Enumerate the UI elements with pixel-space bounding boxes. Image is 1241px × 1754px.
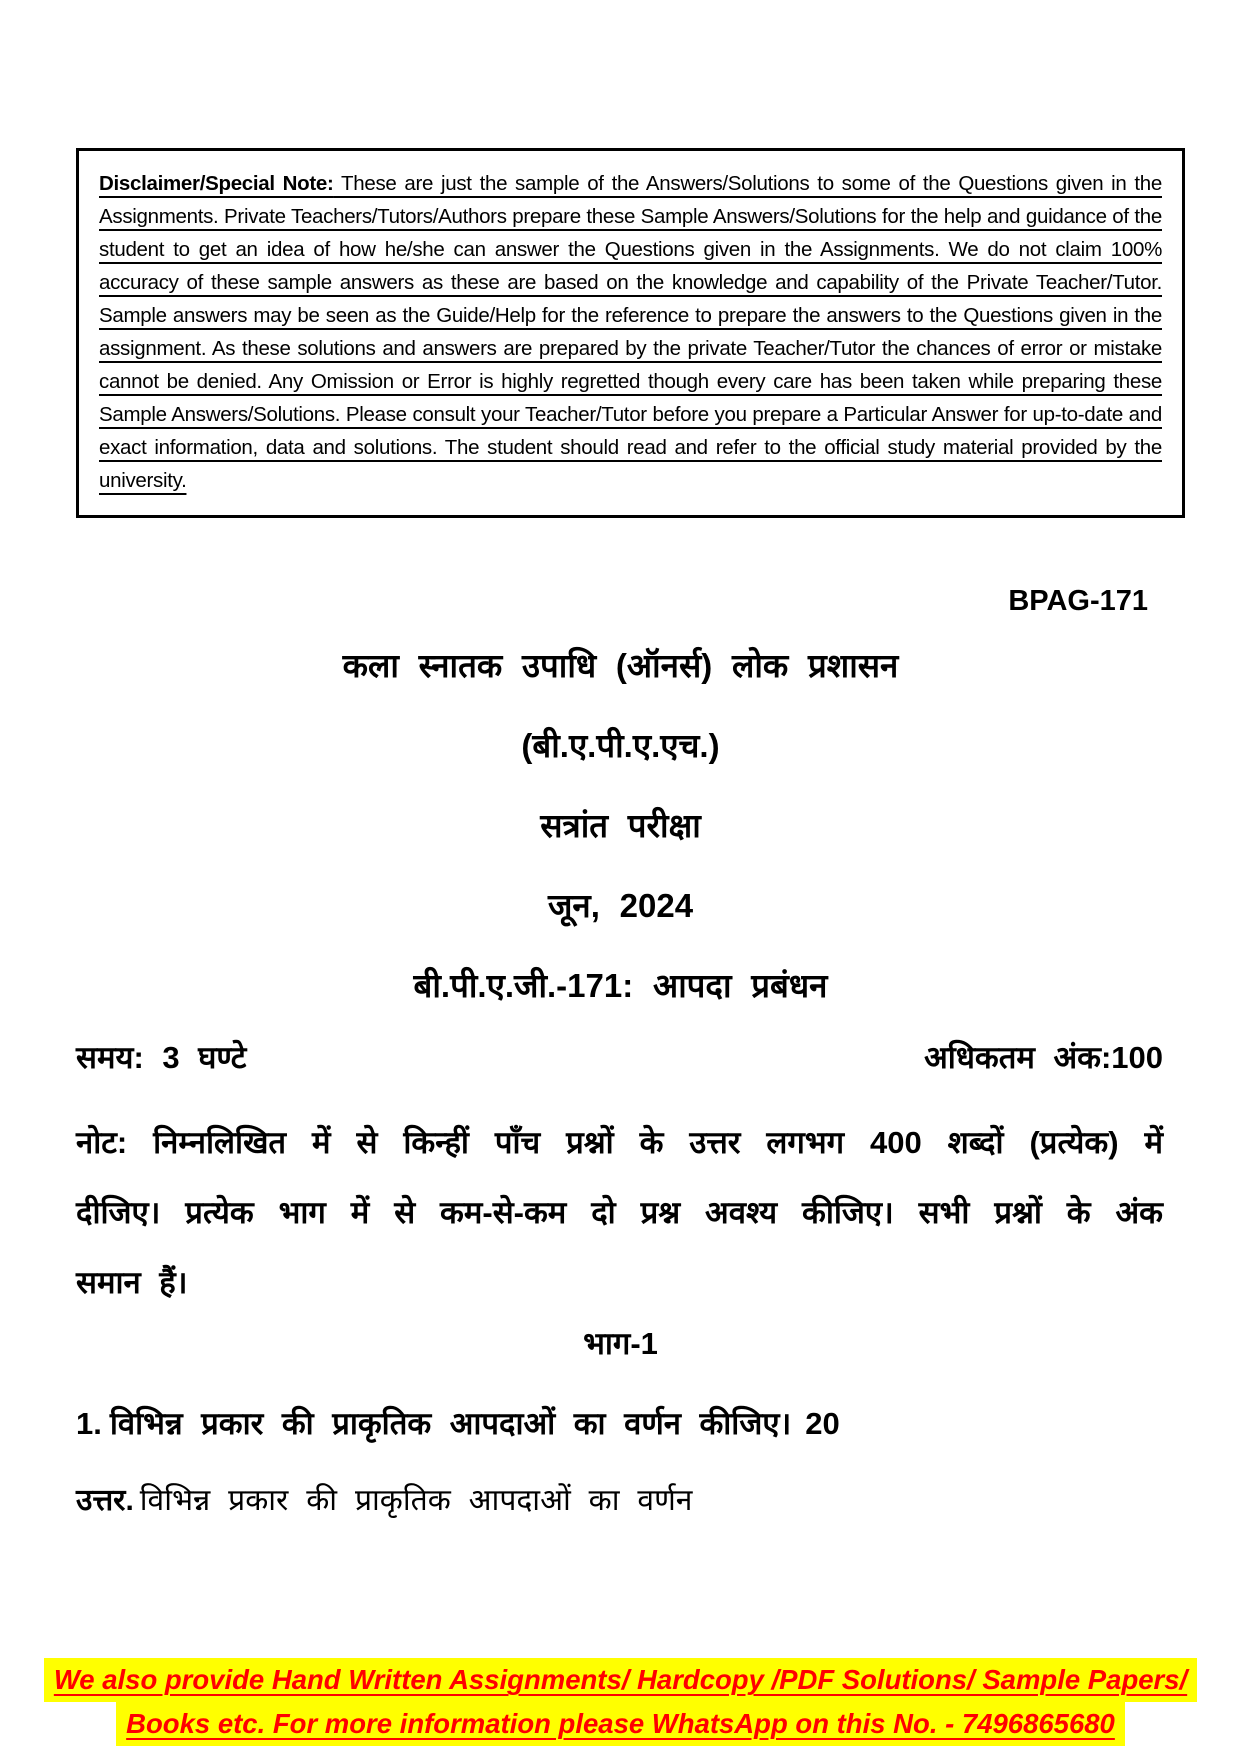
maximum-marks: अधिकतम अंक:100	[924, 1040, 1163, 1075]
promo-footer	[0, 1658, 1241, 1746]
disclaimer-paragraph	[99, 167, 1162, 497]
degree-title: कला स्नातक उपाधि (ऑनर्स) लोक प्रशासन	[342, 647, 899, 684]
exam-type: सत्रांत परीक्षा	[540, 807, 701, 844]
answer-heading	[76, 1478, 1163, 1519]
question-number: 1.	[76, 1406, 102, 1441]
answer-text: विभिन्न प्रकार की प्राकृतिक आपदाओं का वर्णन	[139, 1484, 693, 1517]
degree-abbreviation: (बी.ए.पी.ए.एच.)	[521, 727, 720, 764]
course-title: बी.पी.ए.जी.-171: आपदा प्रबंधन	[413, 967, 828, 1004]
instructions-note: नोट: निम्नलिखित में से किन्हीं पाँच प्रश्नों के उत्तर लगभग 400 शब्दों (प्रत्येक) में दीजिए। प्रत्येक भाग में से कम-से-कम दो प्रश्न अवश्य कीजिए। सभी प्रश्नों के अंक समान हैं।	[76, 1125, 1164, 1300]
disclaimer-body: These are just the sample of the Answers/Solutions to some of the Questions given in the Assignments. Private Teachers/Tutors/Authors prepare these Sample Answers/Solutions for the help and guidance of the student to get an idea of how he/she can answer the Questions given in the Assignments. We do not claim 100% accuracy of these sample answers as these are based on the knowledge and capability of the Private Teacher/Tutor. Sample answers may be seen as the Guide/Help for the reference to prepare the answers to the Questions given in the assignment. As these solutions and answers are prepared by the private Teacher/Tutor the chances of error or mistake cannot be denied. Any Omission or Error is highly regretted though every care has been taken while preparing these Sample Answers/Solutions. Please consult your Teacher/Tutor before you prepare a Particular Answer for up-to-date and exact information, data and solutions. The student should read and refer to the official study material provided by the university.	[99, 172, 1162, 492]
course-code: BPAG-171	[1008, 585, 1148, 617]
section-title: भाग-1	[583, 1326, 658, 1361]
disclaimer-label: Disclaimer/Special Note:	[99, 172, 334, 195]
time-marks-row	[76, 1036, 1163, 1078]
question-1	[76, 1402, 1163, 1444]
exam-session: जून, 2024	[547, 887, 694, 924]
exam-headings	[0, 648, 1241, 1048]
promo-footer-line2: Books etc. For more information please WhatsApp on this No. - 7496865680	[116, 1702, 1125, 1746]
time-allowed: समय: 3 घण्टे	[76, 1040, 247, 1075]
answer-label: उत्तर.	[76, 1484, 134, 1517]
disclaimer-box	[76, 148, 1185, 518]
question-text: विभिन्न प्रकार की प्राकृतिक आपदाओं का वर्णन कीजिए।	[109, 1406, 792, 1441]
promo-footer-line1: We also provide Hand Written Assignments/ Hardcopy /PDF Solutions/ Sample Papers/	[44, 1658, 1197, 1702]
question-marks: 20	[805, 1406, 840, 1441]
